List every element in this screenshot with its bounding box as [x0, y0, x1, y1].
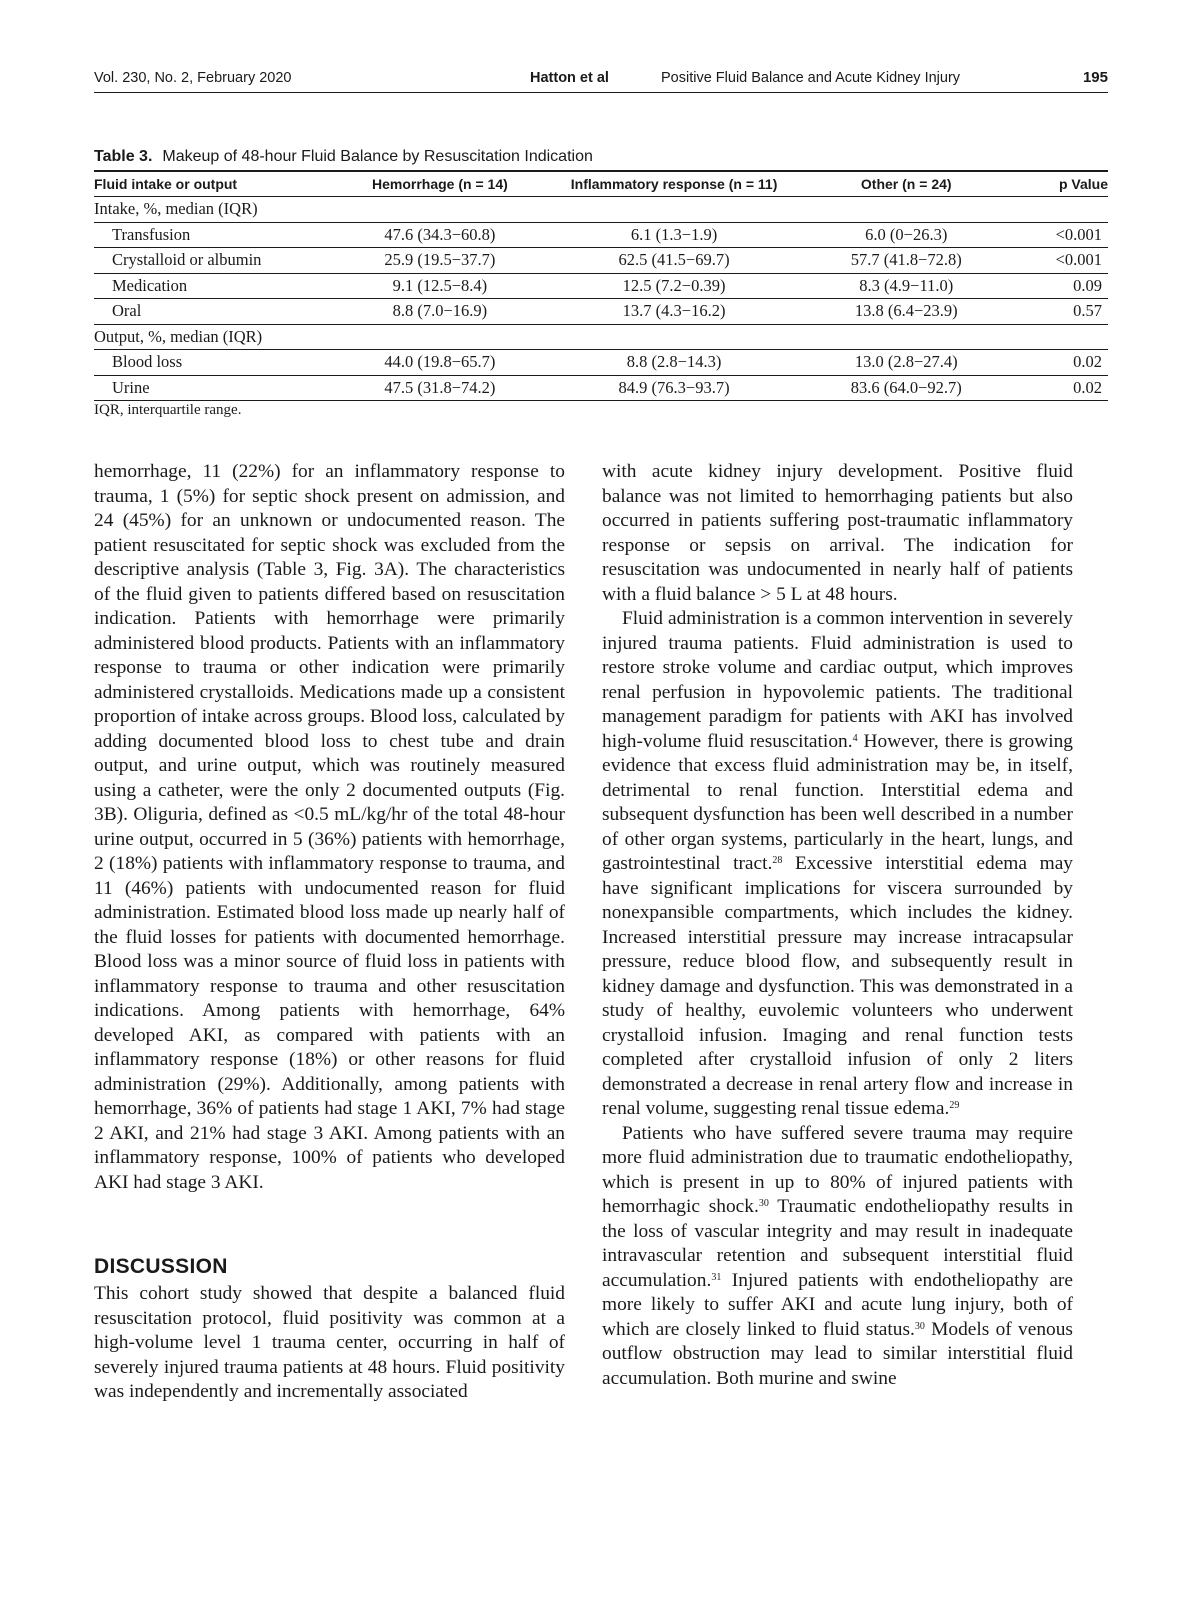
- table-row: [94, 375, 1108, 401]
- table-row: [94, 248, 1108, 274]
- table-cell: 62.5 (41.5−69.7): [545, 248, 802, 274]
- table-cell: <0.001: [1010, 248, 1108, 274]
- running-header: [94, 68, 1108, 93]
- table-cell: 0.02: [1010, 375, 1108, 401]
- page-number: 195: [1082, 69, 1108, 86]
- reference-citation: 28: [772, 855, 783, 866]
- paragraph-text: Traumatic endotheliopathy results in the loss of vascular integrity and may result in inadequate intravascular retention and subsequent interstitial fluid accumulation.: [602, 1196, 1074, 1291]
- table-row: [94, 273, 1108, 299]
- column-header: Fluid intake or output: [94, 171, 334, 197]
- running-authors: Hatton et al: [530, 70, 609, 86]
- table-row: [94, 350, 1108, 376]
- reference-citation: 4: [852, 732, 858, 744]
- table-cell: Transfusion: [94, 222, 334, 248]
- data-table: [94, 170, 1108, 401]
- table-cell: 84.9 (76.3−93.7): [545, 375, 802, 401]
- table-cell: <0.001: [1010, 222, 1108, 248]
- table-caption: [94, 148, 593, 166]
- table-cell: 47.5 (31.8−74.2): [334, 375, 545, 401]
- reference-citation: 29: [949, 1100, 960, 1111]
- discussion-column: [94, 1282, 565, 1405]
- body-paragraph: [602, 1122, 1073, 1392]
- reference-citation: 31: [711, 1271, 722, 1283]
- right-column: [602, 460, 1073, 1391]
- reference-citation: 30: [914, 1320, 925, 1332]
- paragraph-text: However, there is growing evidence that excess fluid administration may be, in itself, detrimental to renal function. Interstitial edema and subsequent dysfunction has been well described in a number of other organ systems, particularly in the heart, lungs, and gastrointestinal tract.: [602, 730, 1073, 874]
- table-cell: 44.0 (19.8−65.7): [334, 350, 545, 376]
- reference-citation: 30: [758, 1198, 769, 1209]
- table-cell: 57.7 (41.8−72.8): [803, 248, 1010, 274]
- table-cell: 9.1 (12.5−8.4): [334, 273, 545, 299]
- table-cell: Oral: [94, 299, 334, 325]
- section-label: Intake, %, median (IQR): [94, 197, 1108, 223]
- paragraph-text: Models of venous outflow obstruction may lead to similar interstitial fluid accumulation. Both murine and swine: [602, 1318, 1073, 1389]
- paragraph-text: Injured patients with endotheliopathy are more likely to suffer AKI and acute lung injury, both of which are closely linked to fluid status.: [602, 1269, 1073, 1340]
- column-header: Inflammatory response (n = 11): [545, 171, 802, 197]
- table-cell: 47.6 (34.3−60.8): [334, 222, 545, 248]
- table-cell: 6.1 (1.3−1.9): [545, 222, 802, 248]
- column-header: Hemorrhage (n = 14): [334, 171, 545, 197]
- column-header: Other (n = 24): [803, 171, 1010, 197]
- journal-citation: Vol. 230, No. 2, February 2020: [94, 70, 292, 86]
- paragraph-text: Patients who have suffered severe trauma may require more fluid administration due to traumatic endotheliopathy, which is present in up to 80% of injured patients with hemorrhagic shock.: [602, 1122, 1073, 1217]
- table-label: Table 3.: [94, 148, 153, 165]
- column-header: p Value: [1010, 171, 1108, 197]
- table-cell: Crystalloid or albumin: [94, 248, 334, 274]
- section-heading: DISCUSSION: [94, 1255, 228, 1278]
- table-cell: 25.9 (19.5−37.7): [334, 248, 545, 274]
- table-cell: 8.3 (4.9−11.0): [803, 273, 1010, 299]
- table-cell: 83.6 (64.0−92.7): [803, 375, 1010, 401]
- table-cell: 0.09: [1010, 273, 1108, 299]
- table-row: [94, 299, 1108, 325]
- table-row: [94, 222, 1108, 248]
- table-cell: 0.02: [1010, 350, 1108, 376]
- body-paragraph: [602, 607, 1073, 1122]
- body-paragraph: This cohort study showed that despite a balanced fluid resuscitation protocol, fluid positivity was common at a high-volume level 1 trauma center, occurring in half of severely injured trauma patients at 48 hours. Fluid positivity was independently and incrementally associated: [94, 1283, 565, 1402]
- table-cell: Medication: [94, 273, 334, 299]
- body-paragraph: hemorrhage, 11 (22%) for an inflammatory response to trauma, 1 (5%) for septic shock present on admission, and 24 (45%) for an unknown or undocumented reason. The patient resuscitated for septic shock was excluded from the descriptive analysis (Table 3, Fig. 3A). The characteristics of the fluid given to patients differed based on resuscitation indication. Patients with hemorrhage were primarily administered blood products. Patients with an inflammatory response to trauma or other indication were primarily administered crystalloids. Medications made up a consistent proportion of intake across groups. Blood loss, calculated by adding documented blood loss to chest tube and drain output, and urine output, which was routinely measured using a catheter, were the only 2 documented outputs (Fig. 3B). Oliguria, defined as <0.5 mL/kg/hr of the total 48-hour urine output, occurred in 5 (36%) patients with hemorrhage, 2 (18%) patients with inflammatory response to trauma, and 11 (46%) patients with undocumented reason for fluid administration. Estimated blood loss made up nearly half of the fluid losses for patients with documented hemorrhage. Blood loss was a minor source of fluid loss in patients with inflammatory response to trauma and other resuscitation indications. Among patients with hemorrhage, 64% developed AKI, as compared with patients with an inflammatory response (18%) or other reasons for fluid administration (29%). Additionally, among patients with hemorrhage, 36% of patients had stage 1 AKI, 7% had stage 2 AKI, and 21% had stage 3 AKI. Among patients with an inflammatory response, 100% of patients who developed AKI had stage 3 AKI.: [94, 461, 565, 1193]
- section-label: Output, %, median (IQR): [94, 324, 1108, 350]
- table-cell: Urine: [94, 375, 334, 401]
- paragraph-text: Excessive interstitial edema may have significant implications for viscera surrounded by nonexpansible compartments, which includes the kidney. Increased interstitial pressure may increase intracapsular pressure, reduce blood flow, and subsequently result in kidney damage and dysfunction. This was demonstrated in a study of healthy, euvolemic volunteers who underwent crystalloid infusion. Imaging and renal function tests completed after crystalloid infusion of only 2 liters demonstrated a decrease in renal artery flow and increase in renal volume, suggesting renal tissue edema.: [602, 853, 1073, 1119]
- body-paragraph: with acute kidney injury development. Positive fluid balance was not limited to hemorrhaging patients but also occurred in patients suffering post-traumatic inflammatory response or sepsis on arrival. The indication for resuscitation was undocumented in nearly half of patients with a fluid balance > 5 L at 48 hours.: [602, 461, 1073, 605]
- table-cell: 12.5 (7.2−0.39): [545, 273, 802, 299]
- table-cell: 13.0 (2.8−27.4): [803, 350, 1010, 376]
- table-cell: 0.57: [1010, 299, 1108, 325]
- table-cell: 6.0 (0−26.3): [803, 222, 1010, 248]
- left-column: [94, 460, 565, 1195]
- paragraph-text: Fluid administration is a common intervention in severely injured trauma patients. Fluid administration is used to restore stroke volume and cardiac output, which improves renal perfusion in hypovolemic patients. The traditional management paradigm for patients with AKI has involved high-volume fluid resuscitation.: [602, 608, 1073, 752]
- running-title: Positive Fluid Balance and Acute Kidney Injury: [661, 70, 961, 86]
- table-cell: Blood loss: [94, 350, 334, 376]
- table-section-row: [94, 197, 1108, 223]
- table-caption-text: Makeup of 48-hour Fluid Balance by Resuscitation Indication: [162, 148, 593, 165]
- table-footnote: IQR, interquartile range.: [94, 402, 242, 418]
- table-cell: 8.8 (7.0−16.9): [334, 299, 545, 325]
- table-section-row: [94, 324, 1108, 350]
- table-header-row: [94, 171, 1108, 197]
- table-cell: 13.7 (4.3−16.2): [545, 299, 802, 325]
- table-cell: 8.8 (2.8−14.3): [545, 350, 802, 376]
- table-cell: 13.8 (6.4−23.9): [803, 299, 1010, 325]
